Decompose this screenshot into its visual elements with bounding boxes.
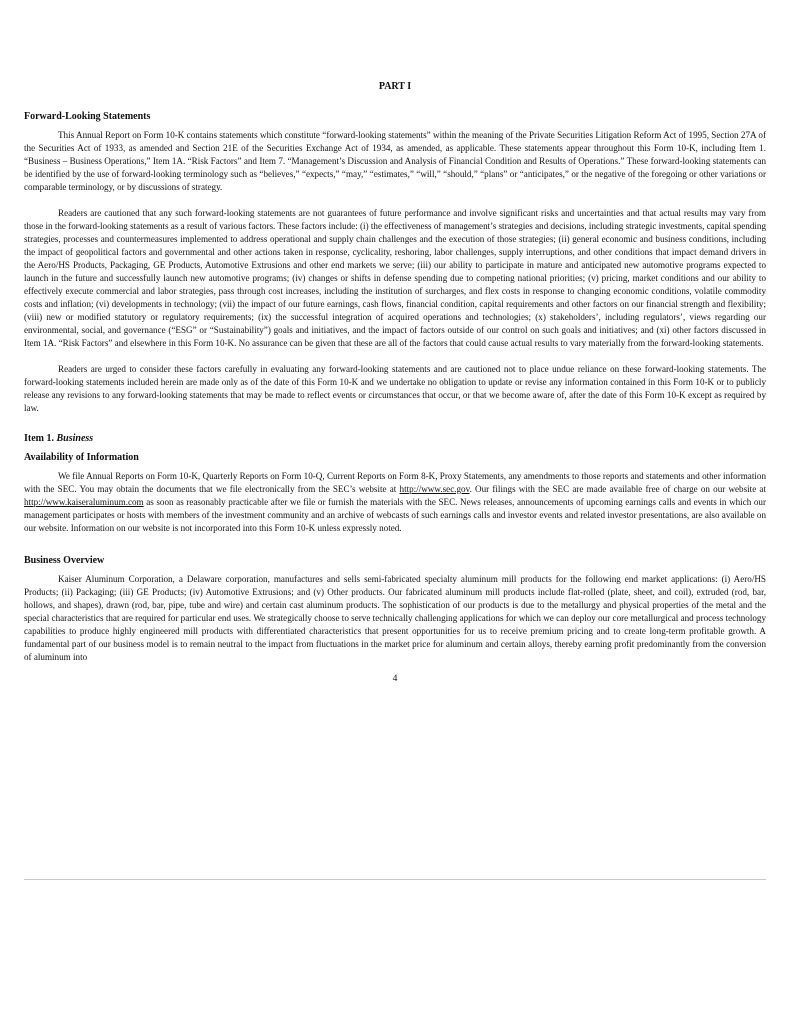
availability-text-1: We file Annual Reports on Form 10-K, Quarterly Reports on Form 10-Q, Current Reports on Form 8-K, Proxy Statements, any amendments to those reports and statements and other information with the SEC. You may obtain the documents that we file electronically from the SEC’s website at	[24, 471, 766, 494]
forward-looking-heading: Forward-Looking Statements	[24, 111, 151, 122]
item-1-label: Item 1.	[24, 433, 54, 444]
item-1-title: Business	[56, 433, 94, 444]
availability-heading: Availability of Information	[24, 452, 139, 463]
item-1-heading	[24, 432, 766, 445]
page-number: 4	[392, 674, 398, 684]
part-title: PART I	[378, 81, 412, 92]
sec-website-link[interactable]: http://www.sec.gov	[399, 484, 470, 494]
availability-text-3: as soon as reasonably practicable after we file or furnish the materials with the SEC. News releases, announcements of upcoming earnings calls and events in which our management participates or hosts with members of the investment community and an archive of webcasts of such earnings calls and investor events and related investor presentations, are also available on our website. Information on our website is not incorporated into this Form 10-K unless expressly noted.	[24, 497, 766, 533]
forward-looking-paragraph-1: This Annual Report on Form 10-K contains statements which constitute “forward-looking statements” within the meaning of the Private Securities Litigation Reform Act of 1995, Section 27A of the Securities Act of 1933, as amended and Section 21E of the Securities Exchange Act of 1934, as amended, as applicable. These statements appear throughout this Form 10-K, including Item 1. “Business – Business Operations,” Item 1A. “Risk Factors” and Item 7. “Management’s Discussion and Analysis of Financial Condition and Results of Operations.” These forward-looking statements can be identified by the use of forward-looking terminology such as “believes,” “expects,” “may,” “estimates,” “will,” “should,” “plans” or “anticipates,” or the negative of the foregoing or other variations or comparable terminology, or by discussions of strategy.	[24, 130, 766, 192]
company-website-link[interactable]: http://www.kaiseraluminum.com	[24, 497, 144, 507]
availability-paragraph	[24, 470, 766, 535]
availability-text-2: . Our filings with the SEC are made available free of charge on our website at	[469, 484, 766, 494]
page-divider	[24, 879, 766, 880]
forward-looking-paragraph-2: Readers are cautioned that any such forward-looking statements are not guarantees of future performance and involve significant risks and uncertainties and that actual results may vary from those in the forward-looking statements as a result of various factors. These factors include: (i) the effectiveness of management’s strategies and decisions, including strategic investments, capital spending strategies, processes and countermeasures implemented to address operational and supply chain challenges and the execution of those strategies; (ii) general economic and business conditions, including the impact of geopolitical factors and governmental and other actions taken in response, cyclicality, reshoring, labor challenges, supply interruptions, and other conditions that impact demand drivers in the Aero/HS Products, Packaging, GE Products, Automotive Extrusions and other end markets we serve; (iii) our ability to participate in mature and anticipated new automotive programs expected to launch in the future and successfully launch new automotive programs; (iv) changes or shifts in defense spending due to competing national priorities; (v) pricing, market conditions and our ability to effectively execute commercial and labor strategies, pass through cost increases, including the institution of surcharges, and flex costs in response to changing economic conditions, volatile commodity costs and inflation; (vi) developments in technology; (vii) the impact of our future earnings, cash flows, financial condition, capital requirements and other factors on our financial strength and flexibility; (viii) new or modified statutory or regulatory requirements; (ix) the successful integration of acquired operations and technologies; (x) stakeholders’, including regulators’, views regarding our environmental, social, and governance (“ESG” or “Sustainability”) goals and initiatives, and the impact of factors outside of our control on such goals and initiatives; and (xi) other factors discussed in Item 1A. “Risk Factors” and elsewhere in this Form 10-K. No assurance can be given that these are all of the factors that could cause actual results to vary materially from the forward-looking statements.	[24, 208, 766, 348]
forward-looking-paragraph-3: Readers are urged to consider these factors carefully in evaluating any forward-looking statements and are cautioned not to place undue reliance on these forward-looking statements. The forward-looking statements included herein are made only as of the date of this Form 10-K and we undertake no obligation to update or revise any information contained in this Form 10-K or to publicly release any revisions to any forward-looking statements that may be made to reflect events or circumstances that occur, or that we become aware of, after the date of this Form 10-K except as required by law.	[24, 364, 766, 413]
business-overview-heading: Business Overview	[24, 555, 105, 566]
document-page	[24, 80, 766, 686]
business-overview-paragraph: Kaiser Aluminum Corporation, a Delaware corporation, manufactures and sells semi-fabricated specialty aluminum mill products for the following end market applications: (i) Aero/HS Products; (ii) Packaging; (iii) GE Products; (iv) Automotive Extrusions; and (v) Other products. Our fabricated aluminum mill products include flat-rolled (plate, sheet, and coil), extruded (rod, bar, hollows, and shapes), drawn (rod, bar, pipe, tube and wire) and certain cast aluminum products. The sophistication of our products is due to the metallurgy and physical properties of the metal and the special characteristics that are required for particular end uses. We strategically choose to serve technically challenging applications for which we can deploy our core metallurgical and process technology capabilities to produce highly engineered mill products with differentiated characteristics that present opportunities for us to receive premium pricing and to create long-term profitable growth. A fundamental part of our business model is to remain neutral to the impact from fluctuations in the market price for aluminum and certain alloys, thereby earning profit predominantly from the conversion of aluminum into	[24, 574, 766, 662]
